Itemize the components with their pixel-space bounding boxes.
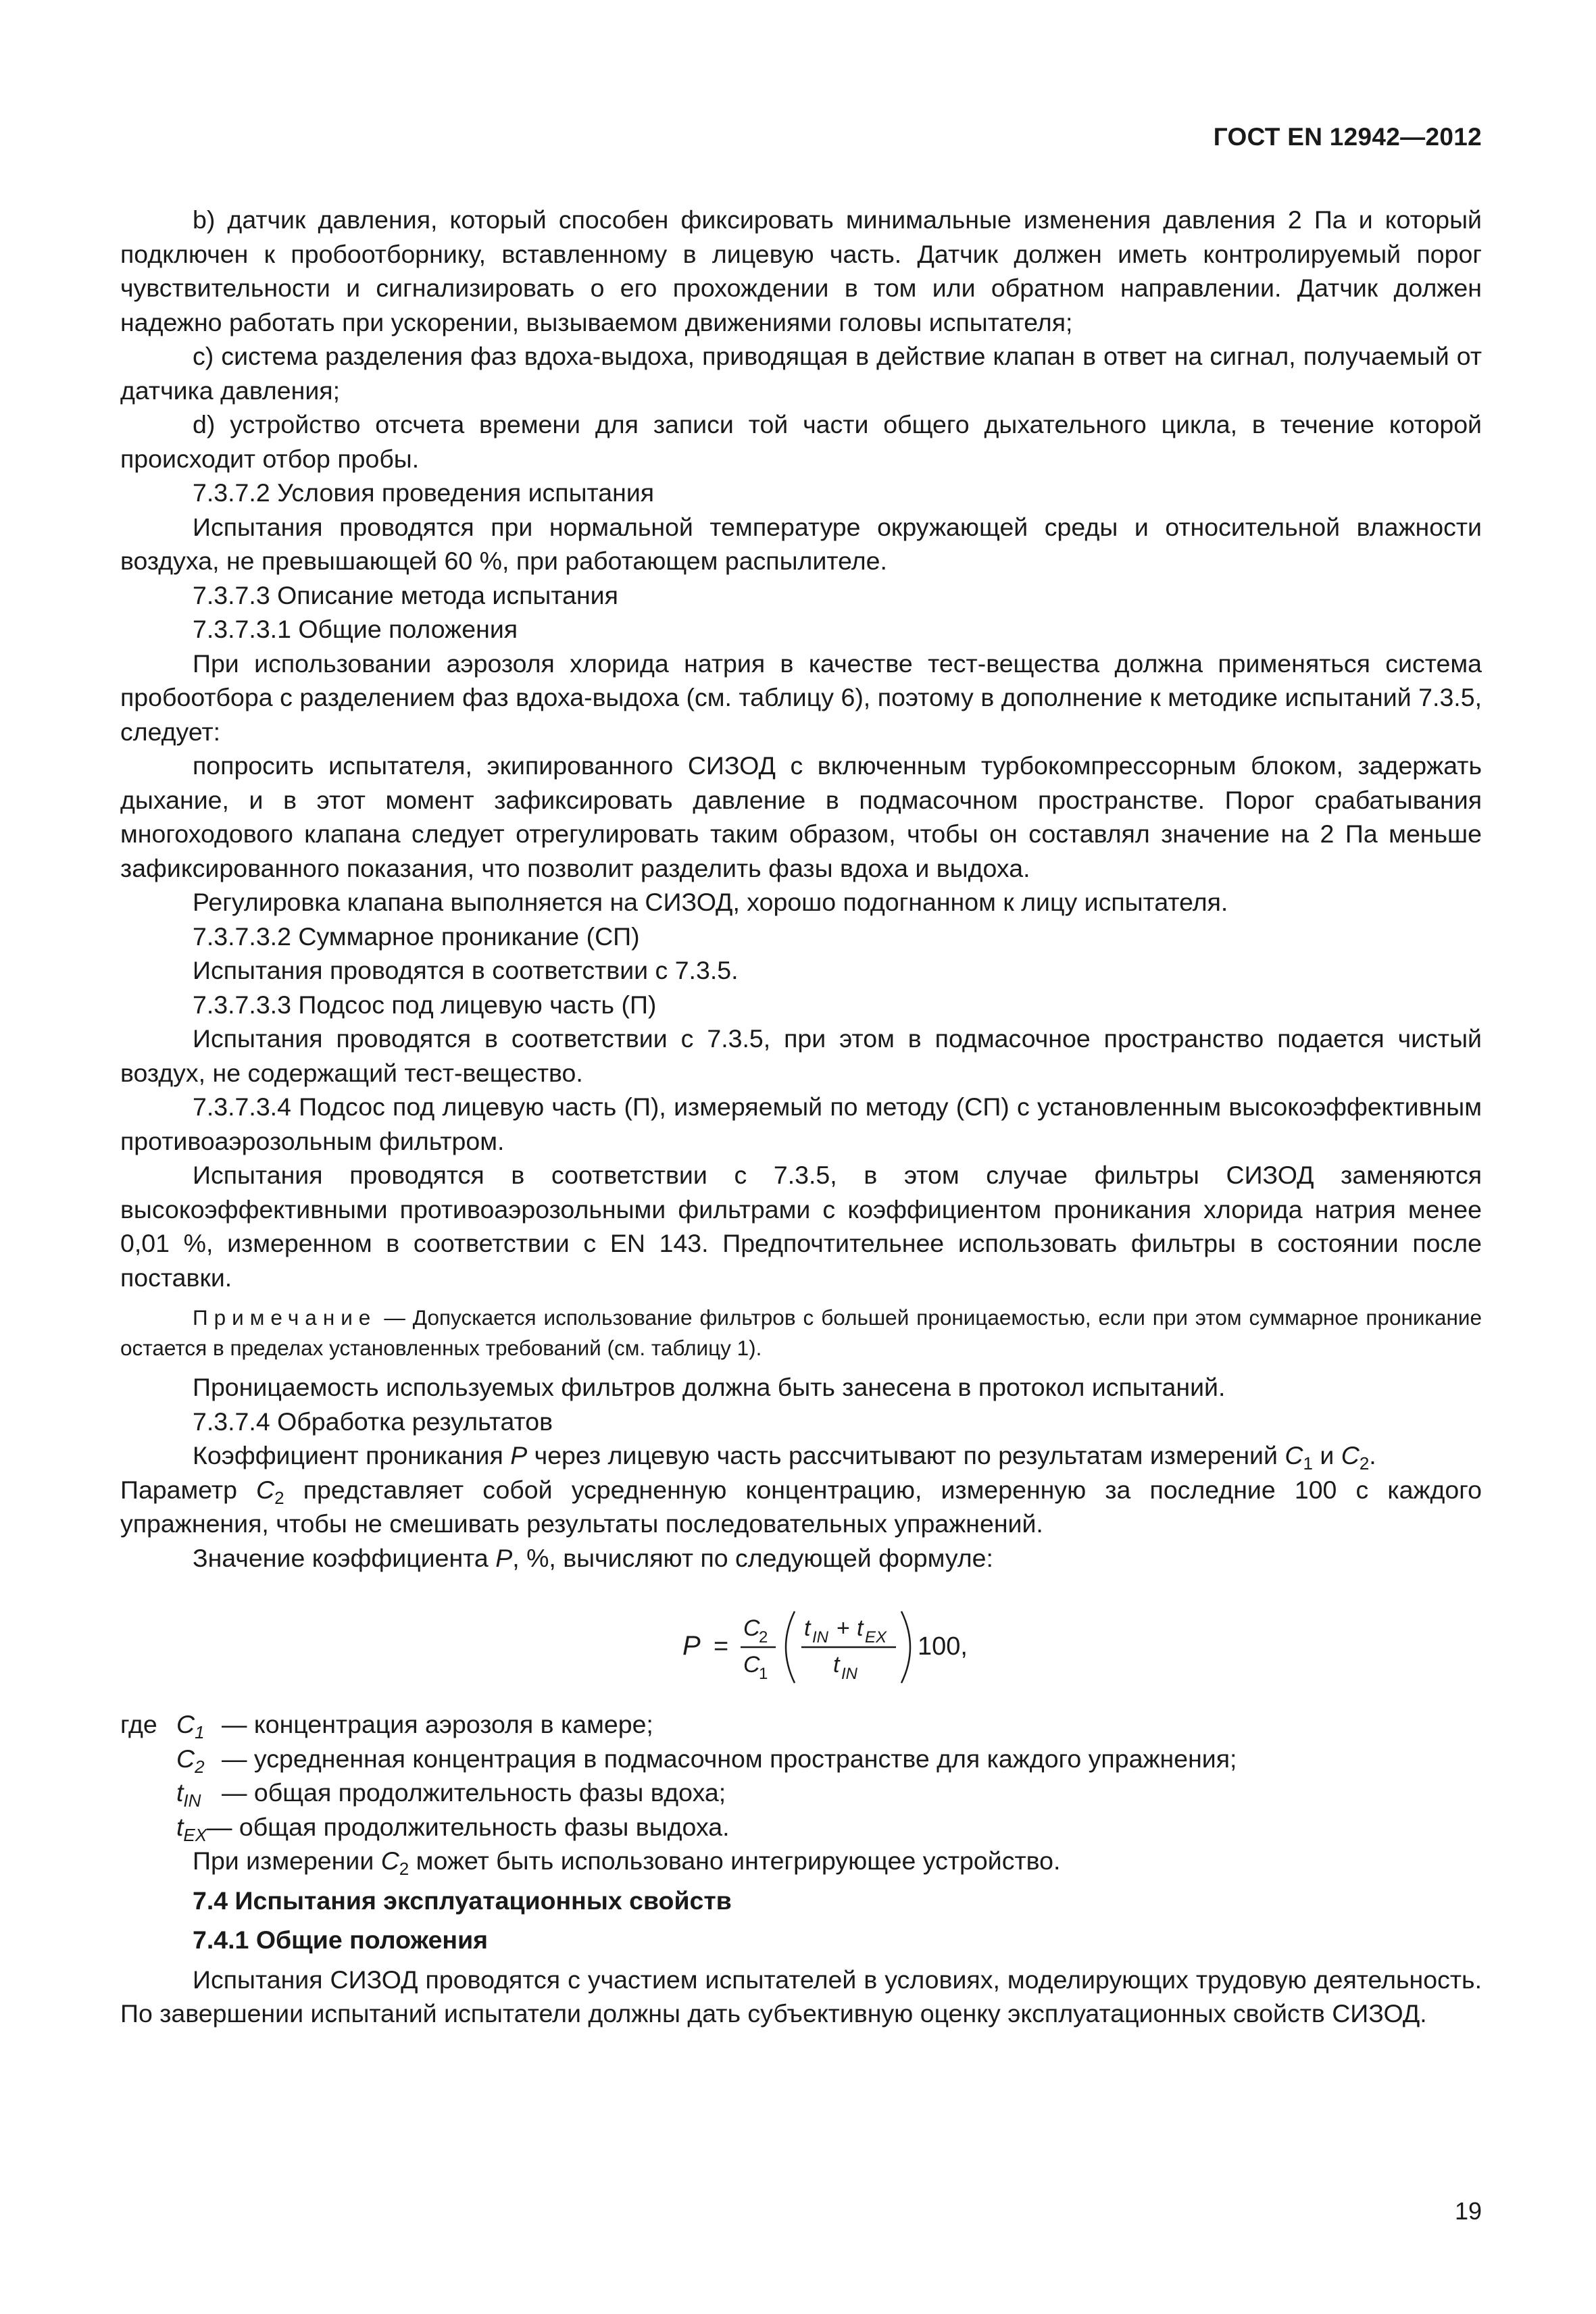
formula-den-t-sub: IN — [841, 1665, 857, 1683]
formula-den-t: t — [833, 1652, 840, 1678]
subscript: 1 — [195, 1722, 205, 1742]
section-heading-7-3-7-3: 7.3.7.3 Описание метода испытания — [193, 580, 618, 609]
section-heading-7-3-7-4: 7.3.7.4 Обработка результатов — [193, 1407, 553, 1436]
text-run: представляет собой усредненную концентрацию, измеренную за последние 100 с каждого упражнения, чтобы не смешивать результаты последовательных упражнений. — [120, 1475, 1482, 1538]
formula-svg — [120, 1584, 1482, 1706]
formula-plus: + — [837, 1615, 850, 1641]
text-run: . — [1369, 1441, 1376, 1469]
symbol-t: t — [176, 1778, 184, 1807]
formula-den-c: C — [743, 1652, 760, 1678]
text-run: Параметр — [120, 1475, 257, 1504]
where-symbol — [176, 1742, 205, 1776]
subscript: IN — [183, 1790, 201, 1811]
paragraph-hepa-filters: Испытания проводятся в соответствии с 7.3.5, в этом случае фильтры СИЗОД заменяются высокоэффективными противоаэрозольными фильтрами с коэффициентом проникания хлорида натрия менее 0,01 %, измеренном в соответствии с EN 143. Предпочтительнее использовать фильтры в состоянии после поставки. — [120, 1161, 1482, 1292]
symbol-c: C — [176, 1744, 195, 1773]
where-description: — концентрация аэрозоля в камере; — [222, 1710, 653, 1738]
text-run: может быть использовано интегрирующее устройство. — [409, 1846, 1061, 1875]
section-heading-7-3-7-3-1: 7.3.7.3.1 Общие положения — [193, 615, 518, 643]
paragraph-clean-air: Испытания проводятся в соответствии с 7.3.5, при этом в подмасочное пространство подается чистый воздух, не содержащий тест-вещество. — [120, 1024, 1482, 1087]
formula-num-c: C — [743, 1615, 760, 1641]
where-description: — общая продолжительность фазы выдоха. — [207, 1812, 730, 1841]
document-body — [120, 203, 1482, 2031]
symbol-p: P — [510, 1441, 528, 1469]
section-heading-7-3-7-3-3: 7.3.7.3.3 Подсос под лицевую часть (П) — [193, 990, 657, 1019]
subscript: 2 — [195, 1756, 205, 1777]
paragraph-valve-adjustment: Регулировка клапана выполняется на СИЗОД, хорошо подогнанном к лицу испытателя. — [193, 888, 1228, 916]
formula-factor: 100, — [918, 1632, 968, 1661]
note-text: — Допускается использование фильтров с большей проницаемостью, если при этом суммарное проникание остается в пределах установленных требований (см. таблицу 1). — [120, 1305, 1482, 1360]
paragraph-conditions: Испытания проводятся при нормальной температуре окружающей среды и относительной влажности воздуха, не превышающей 60 %, при работающем распылителе. — [120, 512, 1482, 575]
where-description: — общая продолжительность фазы вдоха; — [222, 1778, 726, 1807]
where-symbol — [176, 1776, 201, 1810]
symbol-c: C — [1341, 1441, 1360, 1469]
symbol-t: t — [176, 1812, 184, 1841]
subscript: EX — [183, 1824, 207, 1845]
where-row — [120, 1707, 1482, 1742]
text-run: Значение коэффициента — [193, 1543, 496, 1572]
section-heading-7-3-7-3-2: 7.3.7.3.2 Суммарное проникание (СП) — [193, 922, 640, 951]
paragraph-integrator — [120, 1844, 1482, 1878]
formula-t-ex: t — [857, 1615, 864, 1641]
where-description: — усредненная концентрация в подмасочном пространстве для каждого упражнения; — [222, 1744, 1237, 1773]
formula-lhs: P — [682, 1631, 701, 1661]
formula-t-in-sub: IN — [812, 1628, 828, 1646]
where-symbol — [176, 1810, 207, 1844]
page-number: 19 — [1454, 2197, 1482, 2225]
formula-t-ex-sub: EX — [865, 1628, 887, 1646]
symbol-c: C — [1285, 1441, 1303, 1469]
formula-block — [120, 1584, 1482, 1706]
paragraph-operational-tests: Испытания СИЗОД проводятся с участием испытателей в условиях, моделирующих трудовую деятельность. По завершении испытаний испытатели должны дать субъективную оценку эксплуатационных свойств СИЗОД. — [120, 1965, 1482, 2028]
paragraph-item-c: c) система разделения фаз вдоха-выдоха, приводящая в действие клапан в ответ на сигнал, получаемый от датчика давления; — [120, 342, 1482, 405]
paragraph-sampling-system: При использовании аэрозоля хлорида натрия в качестве тест-вещества должна применяться система пробоотбора с разделением фаз вдоха-выдоха (см. таблицу 6), поэтому в дополнение к методике испытаний 7.3.5, следует: — [120, 649, 1482, 746]
paragraph-formula-intro — [120, 1541, 1482, 1576]
formula-equals: = — [714, 1632, 729, 1661]
paragraph-filter-permeability: Проницаемость используемых фильтров должна быть занесена в протокол испытаний. — [193, 1373, 1226, 1401]
section-heading-7-3-7-2: 7.3.7.2 Условия проведения испытания — [193, 478, 655, 507]
formula-left-paren — [786, 1611, 795, 1683]
text-run: через лицевую часть рассчитывают по результатам измерений — [527, 1441, 1285, 1469]
where-list — [120, 1707, 1482, 1844]
paragraph-parameter-c2 — [120, 1473, 1482, 1541]
document-code-header: ГОСТ EN 12942—2012 — [1213, 123, 1482, 151]
where-row — [120, 1776, 1482, 1810]
text-run: и — [1312, 1441, 1341, 1469]
symbol-c: C — [380, 1846, 399, 1875]
where-row — [120, 1742, 1482, 1776]
formula-den-c-sub: 1 — [759, 1665, 768, 1683]
section-heading-7-4: 7.4 Испытания эксплуатационных свойств — [193, 1886, 732, 1915]
paragraph-item-b: b) датчик давления, который способен фиксировать минимальные изменения давления 2 Па и который подключен к пробоотборнику, вставленному в лицевую часть. Датчик должен иметь контролируемый порог чувствительности и сигнализировать о его прохождении в том или обратном направлении. Датчик должен надежно работать при ускорении, вызываемом движениями головы испытателя; — [120, 205, 1482, 336]
where-row — [120, 1810, 1482, 1844]
note — [120, 1303, 1482, 1363]
paragraph-item-d: d) устройство отсчета времени для записи той части общего дыхательного цикла, в течение которой происходит отбор пробы. — [120, 410, 1482, 473]
paragraph-procedure: попросить испытателя, экипированного СИЗОД с включенным турбокомпрессорным блоком, задержать дыхание, и в этот момент зафиксировать давление в подмасочном пространстве. Порог срабатывания многоходового клапана следует отрегулировать таким образом, чтобы он составлял значение на 2 Па меньше зафиксированного показания, что позволит разделить фазы вдоха и выдоха. — [120, 751, 1482, 882]
text-run: , %, вычисляют по следующей формуле: — [512, 1543, 993, 1572]
paragraph-coefficient — [120, 1438, 1482, 1473]
subscript: 2 — [274, 1487, 284, 1508]
symbol-p: P — [495, 1543, 513, 1572]
text-run: Коэффициент проникания — [193, 1441, 511, 1469]
where-lead: где — [120, 1710, 157, 1738]
paragraph-tests-7-3-5: Испытания проводятся в соответствии с 7.3.5. — [193, 956, 739, 984]
formula-t-in: t — [804, 1615, 811, 1641]
section-heading-7-4-1: 7.4.1 Общие положения — [193, 1926, 489, 1954]
subscript: 1 — [1303, 1453, 1313, 1474]
subscript: 2 — [1359, 1453, 1370, 1474]
text-run: При измерении — [193, 1846, 381, 1875]
formula-num-c-sub: 2 — [759, 1628, 768, 1646]
section-heading-7-3-7-3-4: 7.3.7.3.4 Подсос под лицевую часть (П), измеряемый по методу (СП) с установленным высокоэффективным противоаэрозольным фильтром. — [120, 1092, 1482, 1155]
where-symbol — [176, 1707, 205, 1742]
note-label: Примечание — [193, 1305, 377, 1330]
subscript: 2 — [399, 1859, 409, 1879]
symbol-c: C — [256, 1475, 275, 1504]
formula-right-paren — [901, 1611, 910, 1683]
symbol-c: C — [176, 1710, 195, 1738]
